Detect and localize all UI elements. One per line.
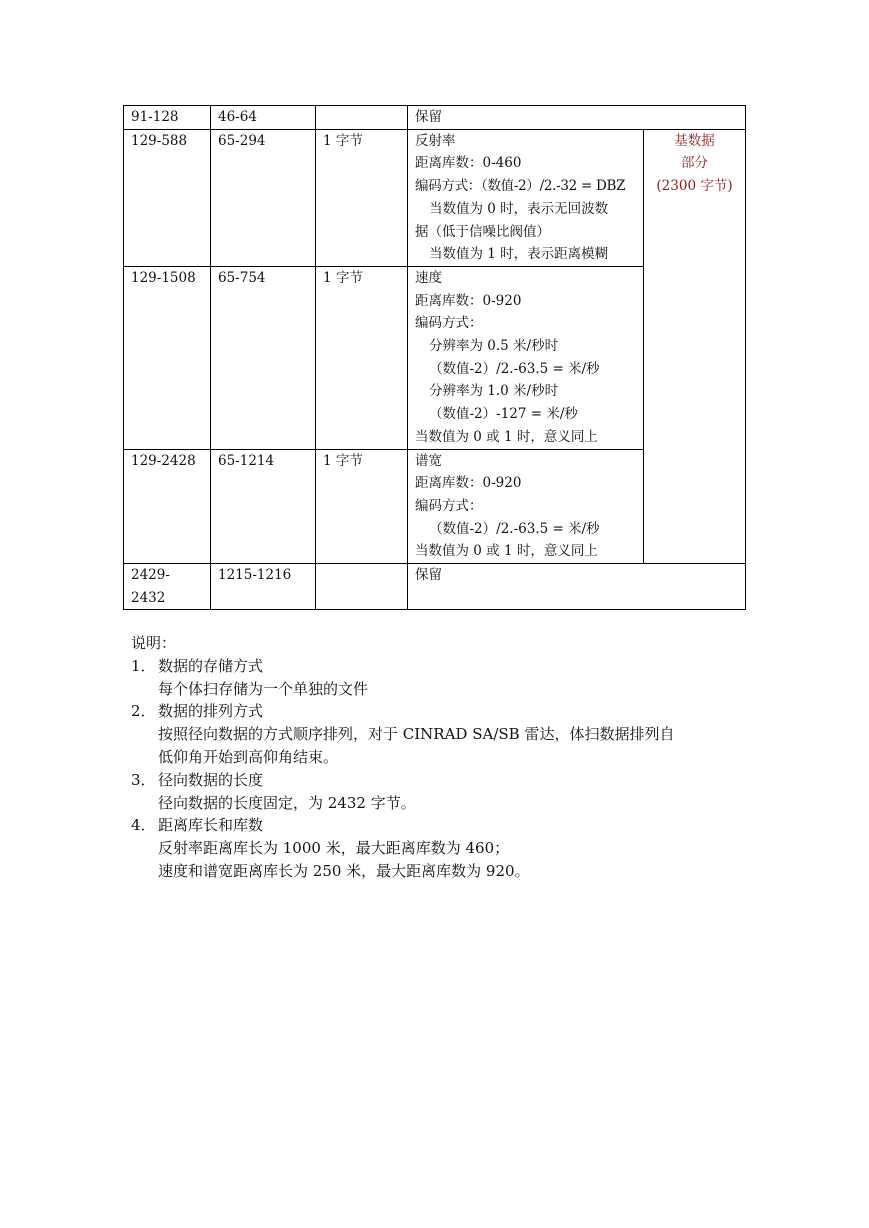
note-text: 低仰角开始到高仰角结束。 (158, 747, 339, 766)
data-type-cell: 1 字节 (316, 449, 408, 564)
desc-line: 距离库数：0-460 (415, 155, 522, 172)
base-data-section-label (644, 129, 746, 563)
note-text: 按照径向数据的方式顺序排列，对于 CINRAD SA/SB 雷达，体扫数据排列自 (158, 725, 675, 744)
desc-line: 当数值为 0 或 1 时，意义同上 (415, 543, 598, 560)
desc-line: 速度 (415, 269, 442, 286)
table-row (124, 564, 746, 610)
halfword-range-cell: 65-294 (211, 129, 316, 266)
halfword-range-cell: 65-1214 (211, 449, 316, 564)
desc-line: （数值-2）/2.-63.5 = 米/秒 (429, 520, 600, 537)
desc-line: 距离库数：0-920 (415, 292, 522, 309)
data-type-cell: 1 字节 (316, 266, 408, 449)
data-type-cell (316, 564, 408, 610)
desc-line: 当数值为 1 时，表示距离模糊 (429, 246, 609, 263)
note-item (131, 769, 751, 815)
desc-line: 编码方式：（数值-2）/2.-32 = DBZ (415, 178, 626, 195)
desc-line: 分辨率为 0.5 米/秒时 (429, 338, 559, 355)
section-label-line: (2300 字节) (656, 178, 733, 195)
desc-line: （数值-2）-127 = 米/秒 (429, 406, 578, 423)
note-number: 4． (131, 816, 156, 835)
note-heading (131, 700, 751, 723)
note-heading-text: 数据的排列方式 (158, 702, 264, 721)
description-cell (408, 266, 644, 449)
note-text: 速度和谱宽距离库长为 250 米，最大距离库数为 920。 (158, 861, 530, 880)
note-text: 径向数据的长度固定，为 2432 字节。 (158, 793, 416, 812)
description-cell (408, 449, 644, 564)
desc-line: 距离库数：0-920 (415, 475, 522, 492)
desc-line: 当数值为 0 时，表示无回波数 (429, 200, 609, 217)
section-label-line: 部分 (681, 155, 708, 172)
byte-range-cell: 129-588 (124, 129, 211, 266)
table-row (124, 129, 746, 266)
desc-line: 分辨率为 1.0 米/秒时 (429, 383, 559, 400)
desc-line: 据（低于信噪比阀值） (415, 223, 550, 240)
notes-title: 说明： (131, 634, 177, 652)
halfword-range-cell: 65-754 (211, 266, 316, 449)
data-type-cell: 1 字节 (316, 129, 408, 266)
note-heading-text: 距离库长和库数 (158, 816, 264, 835)
desc-line: 编码方式： (415, 315, 483, 332)
halfword-range-cell: 46-64 (211, 106, 316, 130)
note-heading (131, 769, 751, 792)
note-heading (131, 655, 751, 678)
note-number: 1． (131, 656, 156, 675)
desc-line: 编码方式： (415, 497, 483, 514)
desc-line: 当数值为 0 或 1 时，意义同上 (415, 428, 598, 445)
note-heading (131, 814, 751, 837)
note-number: 3． (131, 770, 156, 789)
data-type-cell (316, 106, 408, 130)
byte-range-cell: 129-2428 (124, 449, 211, 564)
note-number: 2． (131, 702, 156, 721)
description-cell (408, 129, 644, 266)
halfword-range-cell: 1215-1216 (211, 564, 316, 610)
section-label-line: 基数据 (674, 132, 715, 149)
radial-data-format-table (123, 105, 746, 610)
table-row (124, 106, 746, 130)
note-item (131, 655, 751, 701)
desc-line: 反射率 (415, 132, 456, 149)
notes-section (131, 632, 751, 883)
note-item (131, 700, 751, 768)
note-heading-text: 径向数据的长度 (158, 770, 264, 789)
note-heading-text: 数据的存储方式 (158, 656, 264, 675)
byte-range-cell: 129-1508 (124, 266, 211, 449)
note-item (131, 814, 751, 882)
description-cell: 保留 (408, 564, 746, 610)
note-text: 反射率距离库长为 1000 米，最大距离库数为 460； (158, 839, 510, 858)
byte-range-cell: 91-128 (124, 106, 211, 130)
description-cell: 保留 (408, 106, 746, 130)
desc-line: 谱宽 (415, 452, 442, 469)
note-text: 每个体扫存储为一个单独的文件 (158, 679, 369, 698)
byte-range-cell: 2429-2432 (124, 564, 211, 610)
desc-line: （数值-2）/2.-63.5 = 米/秒 (429, 360, 600, 377)
